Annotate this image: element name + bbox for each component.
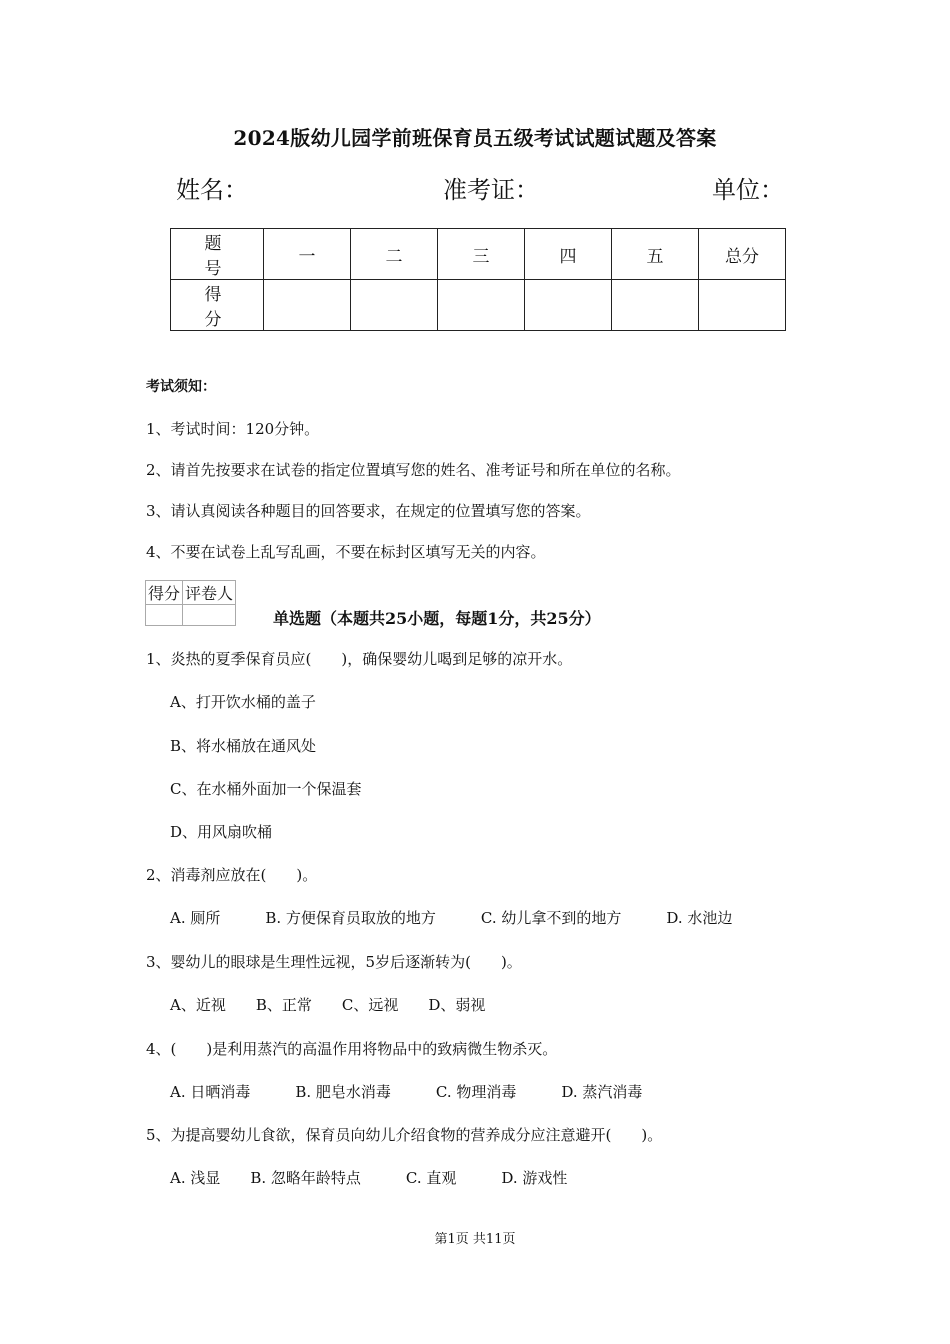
question-4-options: A. 日晒消毒 B. 肥皂水消毒 C. 物理消毒 D. 蒸汽消毒 — [170, 1083, 643, 1101]
name-field-label: 姓名： — [176, 176, 248, 204]
grader-reviewer-label: 评卷人 — [183, 581, 236, 605]
question-3-stem: 3、婴幼儿的眼球是生理性远视，5岁后逐渐转为( )。 — [146, 953, 522, 971]
section-title: 单选题（本题共25小题，每题1分，共25分） — [273, 609, 601, 628]
header-cell-5: 五 — [612, 229, 699, 280]
score-cell[interactable] — [525, 280, 612, 331]
question-2-stem: 2、消毒剂应放在( )。 — [146, 866, 318, 884]
unit-field-label: 单位： — [712, 176, 784, 204]
notice-item: 3、请认真阅读各种题目的回答要求，在规定的位置填写您的答案。 — [146, 502, 591, 520]
grader-score-cell[interactable] — [146, 605, 183, 626]
score-cell[interactable] — [612, 280, 699, 331]
notice-item: 2、请首先按要求在试卷的指定位置填写您的姓名、准考证号和所在单位的名称。 — [146, 461, 681, 479]
score-row-label: 得 分 — [171, 280, 264, 331]
score-table — [170, 228, 786, 331]
question-3-options: A、近视 B、正常 C、远视 D、弱视 — [170, 996, 486, 1014]
page-footer: 第1页 共11页 — [434, 1232, 516, 1247]
header-cell-label: 题 号 — [171, 229, 264, 280]
ticket-field-label: 准考证： — [443, 176, 539, 204]
question-2-options: A. 厕所 B. 方便保育员取放的地方 C. 幼儿拿不到的地方 D. 水池边 — [170, 909, 733, 927]
question-4-stem: 4、( )是利用蒸汽的高温作用将物品中的致病微生物杀灭。 — [146, 1040, 558, 1058]
notice-heading: 考试须知： — [146, 379, 216, 395]
notice-item: 1、考试时间：120分钟。 — [146, 420, 320, 438]
question-5-stem: 5、为提高婴幼儿食欲，保育员向幼儿介绍食物的营养成分应注意避开( )。 — [146, 1126, 663, 1144]
question-1-option-b: B、将水桶放在通风处 — [170, 737, 317, 755]
question-1-option-a: A、打开饮水桶的盖子 — [170, 693, 316, 711]
header-cell-3: 三 — [438, 229, 525, 280]
notice-item: 4、不要在试卷上乱写乱画，不要在标封区填写无关的内容。 — [146, 543, 546, 561]
score-cell[interactable] — [351, 280, 438, 331]
score-cell[interactable] — [438, 280, 525, 331]
header-cell-2: 二 — [351, 229, 438, 280]
score-cell[interactable] — [264, 280, 351, 331]
question-1-option-c: C、在水桶外面加一个保温套 — [170, 780, 362, 798]
grader-score-label: 得分 — [146, 581, 183, 605]
question-1-stem: 1、炎热的夏季保育员应( )，确保婴幼儿喝到足够的凉开水。 — [146, 650, 573, 668]
question-5-options: A. 浅显 B. 忽略年龄特点 C. 直观 D. 游戏性 — [170, 1169, 568, 1187]
score-cell-total[interactable] — [699, 280, 786, 331]
header-cell-1: 一 — [264, 229, 351, 280]
score-table-score-row — [171, 280, 786, 331]
grader-reviewer-cell[interactable] — [183, 605, 236, 626]
score-table-header-row — [171, 229, 786, 280]
header-cell-total: 总分 — [699, 229, 786, 280]
question-1-option-d: D、用风扇吹桶 — [170, 823, 273, 841]
header-cell-4: 四 — [525, 229, 612, 280]
grader-box — [145, 580, 236, 626]
page-title: 2024版幼儿园学前班保育员五级考试试题试题及答案 — [233, 126, 717, 150]
